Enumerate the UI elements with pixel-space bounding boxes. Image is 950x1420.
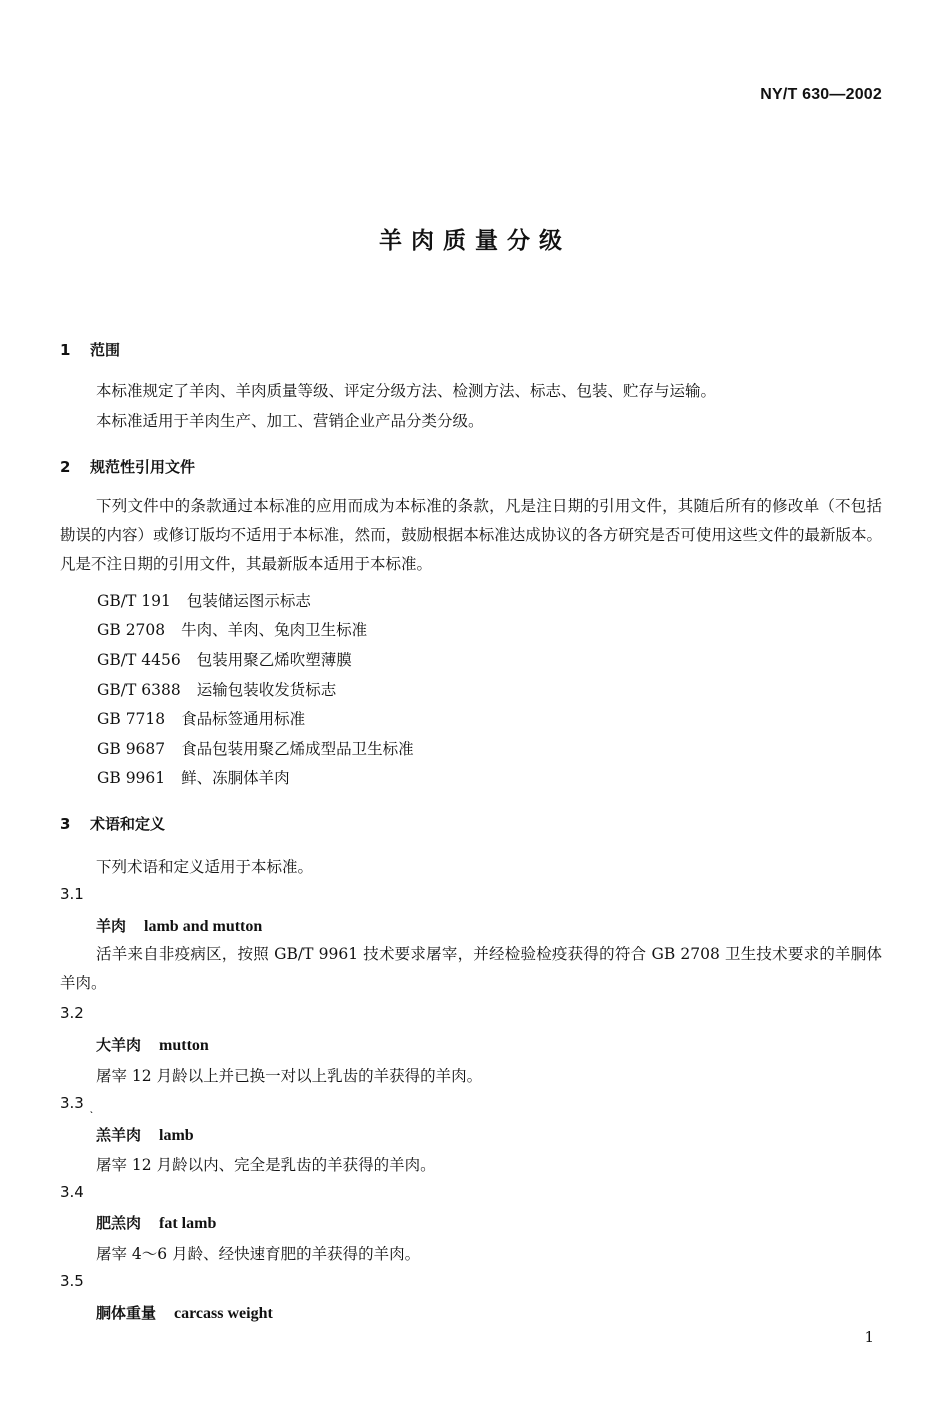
clause-number: 3.3 xyxy=(60,1094,84,1112)
reference-item xyxy=(97,678,336,700)
reference-title: 包装储运图示标志 xyxy=(186,592,311,610)
reference-item xyxy=(97,589,311,611)
reference-code: GB/T 4456 xyxy=(97,651,181,669)
section-number: 2 xyxy=(60,458,71,476)
term-english: mutton xyxy=(159,1037,209,1054)
clause-number: 3.5 xyxy=(60,1272,84,1290)
reference-title: 食品包装用聚乙烯成型品卫生标准 xyxy=(181,740,414,758)
clause-number: 3.1 xyxy=(60,885,84,903)
reference-item xyxy=(97,766,290,788)
standard-number: NY/T 630—2002 xyxy=(760,86,882,103)
term-english: lamb and mutton xyxy=(144,918,263,935)
reference-item xyxy=(97,648,352,670)
document-title: 羊肉质量分级 xyxy=(379,228,571,254)
term-chinese: 羊肉 xyxy=(96,917,127,935)
reference-code: GB 9687 xyxy=(97,740,166,758)
term-chinese: 羔羊肉 xyxy=(96,1126,142,1144)
section-1-paragraph-2: 本标准适用于羊肉生产、加工、营销企业产品分类分级。 xyxy=(96,412,484,430)
section-3-intro: 下列术语和定义适用于本标准。 xyxy=(96,858,314,876)
term-english: fat lamb xyxy=(159,1215,217,1232)
scan-speck: ˴ xyxy=(90,1106,94,1117)
term-definition: 活羊来自非疫病区，按照 GB/T 9961 技术要求屠宰，并经检验检疫获得的符合 GB 2708 卫生技术要求的羊胴体羊肉。 xyxy=(60,945,882,992)
term-heading xyxy=(96,1212,216,1233)
section-title: 规范性引用文件 xyxy=(90,458,196,476)
term-definition: 屠宰 12 月龄以上并已换一对以上乳齿的羊获得的羊肉。 xyxy=(96,1067,483,1085)
term-heading xyxy=(96,1302,273,1323)
reference-code: GB/T 191 xyxy=(97,592,171,610)
term-chinese: 肥羔肉 xyxy=(96,1214,142,1232)
clause-number: 3.4 xyxy=(60,1183,84,1201)
section-title: 术语和定义 xyxy=(90,815,166,833)
term-heading xyxy=(96,1034,209,1055)
clause-number: 3.2 xyxy=(60,1004,84,1022)
section-number: 3 xyxy=(60,815,71,833)
reference-title: 食品标签通用标准 xyxy=(181,710,306,728)
reference-item xyxy=(97,737,414,759)
term-chinese: 大羊肉 xyxy=(96,1036,142,1054)
page-number: 1 xyxy=(864,1328,874,1346)
term-chinese: 胴体重量 xyxy=(96,1304,157,1322)
section-1-heading xyxy=(60,339,120,360)
reference-code: GB 9961 xyxy=(97,769,166,787)
section-number: 1 xyxy=(60,341,71,359)
section-2-heading xyxy=(60,456,195,477)
reference-code: GB 7718 xyxy=(97,710,166,728)
reference-title: 包装用聚乙烯吹塑薄膜 xyxy=(196,651,352,669)
term-heading xyxy=(96,915,262,936)
reference-code: GB/T 6388 xyxy=(97,681,181,699)
term-definition: 屠宰 4～6 月龄、经快速育肥的羊获得的羊肉。 xyxy=(96,1245,421,1263)
reference-code: GB 2708 xyxy=(97,621,166,639)
term-definition: 屠宰 12 月龄以内、完全是乳齿的羊获得的羊肉。 xyxy=(96,1156,436,1174)
section-2-intro: 下列文件中的条款通过本标准的应用而成为本标准的条款，凡是注日期的引用文件，其随后所有的修改单（不包括勘误的内容）或修订版均不适用于本标准，然而，鼓励根据本标准达成协议的各方研究是否可使用这些文件的最新版本。凡是不注日期的引用文件，其最新版本适用于本标准。 xyxy=(60,497,882,573)
section-title: 范围 xyxy=(90,341,121,359)
term-english: carcass weight xyxy=(174,1305,273,1322)
reference-title: 鲜、冻胴体羊肉 xyxy=(181,769,290,787)
term-english: lamb xyxy=(159,1127,194,1144)
reference-title: 牛肉、羊肉、兔肉卫生标准 xyxy=(181,621,368,639)
section-1-paragraph-1: 本标准规定了羊肉、羊肉质量等级、评定分级方法、检测方法、标志、包装、贮存与运输。 xyxy=(96,382,717,400)
term-heading xyxy=(96,1124,194,1145)
reference-item xyxy=(97,707,305,729)
section-3-heading xyxy=(60,813,165,834)
reference-title: 运输包装收发货标志 xyxy=(196,681,337,699)
reference-item xyxy=(97,618,367,640)
